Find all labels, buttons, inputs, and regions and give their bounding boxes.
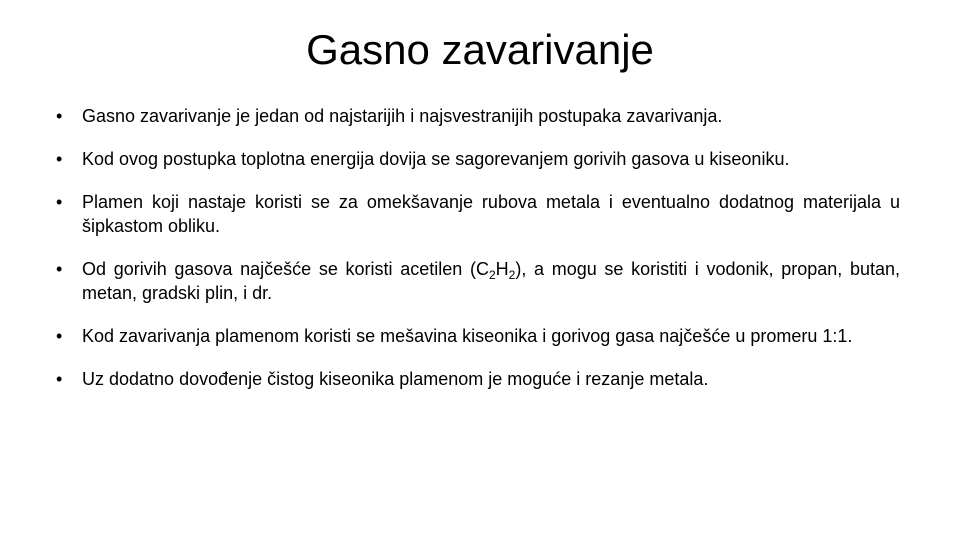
bullet-marker: • [56, 106, 63, 126]
bullet-item [54, 257, 900, 305]
bullet-text: Kod zavarivanja plamenom koristi se mešavina kiseonika i gorivog gasa najčešće u promeru 1:1. [82, 326, 853, 346]
bullet-item [54, 367, 900, 391]
bullet-text [82, 259, 900, 303]
bullet-text-part: ), a mogu se koristiti i vodonik, propan, butan, metan, gradski plin, i dr. [82, 259, 900, 303]
bullet-text-part: H [495, 259, 509, 279]
bullet-text: Uz dodatno dovođenje čistog kiseonika plamenom je moguće i rezanje metala. [82, 369, 709, 389]
bullet-item [54, 104, 900, 128]
bullet-list [54, 104, 900, 410]
subscript: 2 [488, 268, 496, 282]
bullet-marker: • [56, 259, 63, 279]
bullet-marker: • [56, 369, 63, 389]
subscript: 2 [508, 268, 516, 282]
bullet-text: Gasno zavarivanje je jedan od najstarijih i najsvestranijih postupaka zavarivanja. [82, 106, 723, 126]
bullet-text: Kod ovog postupka toplotna energija dovija se sagorevanjem gorivih gasova u kiseoniku. [82, 149, 790, 169]
slide-title: Gasno zavarivanje [306, 26, 654, 73]
bullet-marker: • [56, 149, 63, 169]
bullet-text: Plamen koji nastaje koristi se za omekšavanje rubova metala i eventualno dodatnog materijala u šipkastom obliku. [82, 192, 900, 236]
bullet-item [54, 190, 900, 238]
bullet-marker: • [56, 192, 63, 212]
bullet-marker: • [56, 326, 63, 346]
bullet-item [54, 147, 900, 171]
bullet-item [54, 324, 900, 348]
bullet-text-part: Od gorivih gasova najčešće se koristi acetilen (C [82, 259, 489, 279]
